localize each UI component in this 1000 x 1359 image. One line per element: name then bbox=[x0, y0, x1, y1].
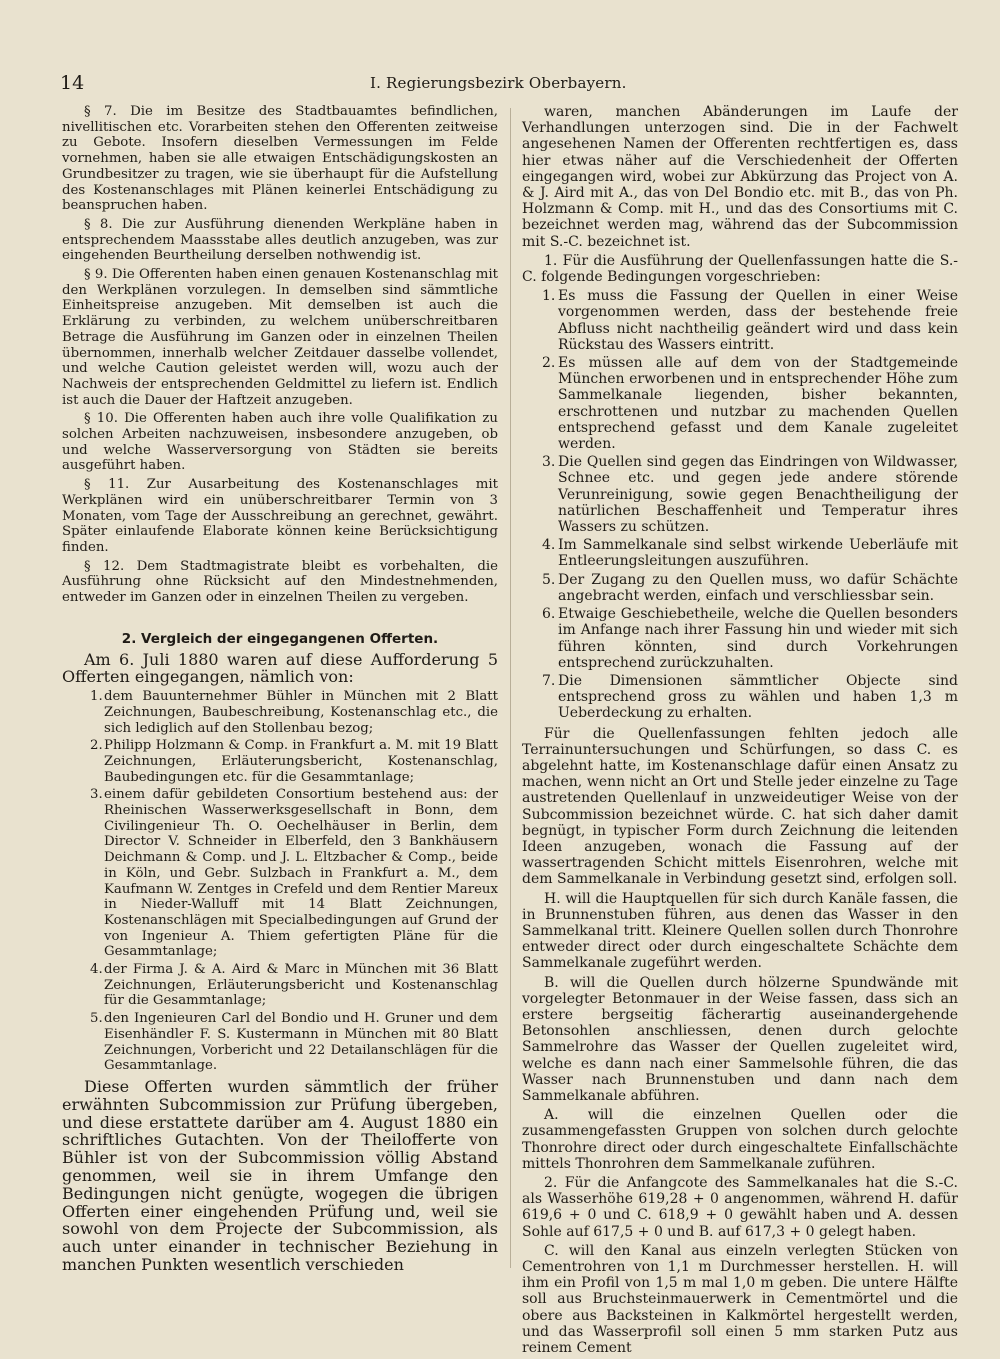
list-item-text: Es muss die Fassung der Quellen in einer Weise vorgenommen werden, dass der bestehende freie Abfluss nicht nachtheilig geändert wird und dass kein Rückstau des Wassers eintritt. bbox=[558, 288, 958, 353]
list-item bbox=[522, 454, 958, 535]
list-item-text: Der Zugang zu den Quellen muss, wo dafür Schächte angebracht werden, einfach und verschliessbar sein. bbox=[558, 571, 958, 604]
list-number: 4. bbox=[90, 962, 103, 978]
list-item-text: dem Bauunternehmer Bühler in München mit 2 Blatt Zeichnungen, Baubeschreibung, Kostenanschlag etc., die sich lediglich auf den Stollenbau bezog; bbox=[104, 689, 498, 736]
list-item bbox=[62, 1011, 498, 1074]
list-number: 6. bbox=[542, 606, 556, 623]
conditions-intro: 1. Für die Ausführung der Quellenfassungen hatte die S.-C. folgende Bedingungen vorgeschrieben: bbox=[522, 252, 958, 286]
list-item bbox=[522, 355, 958, 452]
list-number: 3. bbox=[90, 787, 103, 803]
closing-paragraph: Diese Offerten wurden sämmtlich der früher erwähnten Subcommission zur Prüfung übergeben, und diese erstattete darüber am 4. August 1880 ein schriftliches Gutachten. Von der Theilofferte von Bühler ist von der Subcommission völlig Abstand genommen, weil sie in ihrem Umfange den Bedingungen nicht genügte, wogegen die übrigen Offerten einer eingehenden Prüfung und, weil sie sowohl von dem Projecte der Subcommission, als auch unter einander in technischer Beziehung in manchen Punkten wesentlich verschieden bbox=[62, 1076, 498, 1274]
list-item bbox=[522, 572, 958, 604]
section-heading: 2. Vergleich der eingegangenen Offerten. bbox=[121, 630, 439, 647]
list-item-text: den Ingenieuren Carl del Bondio und H. Gruner und dem Eisenhändler F. S. Kustermann in München mit 80 Blatt Zeichnungen, Vorbericht und 22 Detailanschlägen für die Gesammtanlage. bbox=[104, 1011, 498, 1074]
paragraph-section-12: § 12. Dem Stadtmagistrate bleibt es vorbehalten, die Ausführung ohne Rücksicht auf den Mindestnehmenden, entweder im Ganzen oder in einzelnen Theilen zu vergeben. bbox=[62, 558, 498, 606]
list-item bbox=[522, 673, 958, 722]
paragraph-anfangcote: 2. Für die Anfangcote des Sammelkanales hat die S.-C. als Wasserhöhe 619,28 + 0 angenommen, während H. dafür 619,6 + 0 und C. 618,9 + 0 gewählt haben und A. dessen Sohle auf 617,5 + 0 und B. auf 617,3 + 0 gelegt haben. bbox=[522, 1175, 958, 1240]
right-intro-paragraph: waren, manchen Abänderungen im Laufe der Verhandlungen unterzogen sind. Die in der Fachwelt angesehenen Namen der Offerenten rechtfertigen es, dass hier etwas näher auf die Verschiedenheit der Offerten eingegangen wird, wobei zur Abkürzung das Project von A. & J. Aird mit A., das von Del Bondio etc. mit B., das von Ph. Holzmann & Comp. mit H., und das des Consortiums mit C. bezeichnet werden mag, während das der Subcommission mit S.-C. bezeichnet ist. bbox=[522, 104, 958, 250]
running-title: I. Regierungsbezirk Oberbayern. bbox=[370, 74, 627, 92]
list-item-text: Im Sammelkanale sind selbst wirkende Ueberläufe mit Entleerungsleitungen auszuführen. bbox=[558, 537, 958, 570]
list-number: 3. bbox=[542, 454, 556, 471]
list-item bbox=[522, 606, 958, 671]
paragraph-a: A. will die einzelnen Quellen oder die zusammengefassten Gruppen von solchen durch gelochte Thonrohre direct oder durch eingeschaltete Einfallschächte mittels Thonrohren dem Sammelkanale zuführen. bbox=[522, 1107, 958, 1172]
paragraph-quellenfassungen: Für die Quellenfassungen fehlten jedoch alle Terrainuntersuchungen und Schürfungen, so dass C. es abgelehnt hatte, im Kostenanschlage dafür einen Ansatz zu machen, wenn nicht an Ort und Stelle jeder einzelne zu Tage austretenden Quellenlauf in unzweideutiger Weise von der Subcommission bezeichnet würde. C. hat sich daher damit begnügt, in typischer Form durch Zeichnung die leitenden Ideen anzugeben, wonach die Fassung auf der wassertragenden Schicht mittels Eisenrohren, welche mit dem Sammelkanale in Verbindung gesetzt sind, erfolgen soll. bbox=[522, 725, 958, 888]
offers-list bbox=[62, 689, 498, 1074]
conditions-list bbox=[522, 288, 958, 721]
list-item bbox=[62, 962, 498, 1009]
paragraph-section-9: § 9. Die Offerenten haben einen genauen Kostenanschlag mit den Werkplänen vorzulegen. In demselben sind sämmtliche Einheitspreise anzugeben. Mit demselben ist auch die Erklärung zu verbinden, zu welchem unüberschreitbaren Betrage die Ausführung im Ganzen oder in einzelnen Theilen übernommen, innerhalb welcher Zeitdauer dasselbe vollendet, und welche Caution geleistet werden will, wozu auch der Nachweis der entsprechenden Geldmittel zu liefern ist. Endlich ist auch die Dauer der Haftzeit anzugeben. bbox=[62, 267, 498, 408]
list-item bbox=[62, 689, 498, 736]
list-number: 5. bbox=[90, 1011, 103, 1027]
paragraph-section-10: § 10. Die Offerenten haben auch ihre volle Qualifikation zu solchen Arbeiten nachzuweisen, insbesondere anzugeben, ob und welche Wasserversorgung von Städten sie bereits ausgeführt haben. bbox=[62, 411, 498, 474]
list-item-text: Es müssen alle auf dem von der Stadtgemeinde München erworbenen und in entsprechender Höhe zum Sammelkanale liegenden, bisher bekannten, erschrottenen und nutzbar zu machenden Quellen entsprechend gefasst und dem Kanale zugeleitet werden. bbox=[558, 355, 958, 453]
left-column bbox=[62, 104, 498, 1277]
list-number: 4. bbox=[542, 537, 556, 554]
page-number: 14 bbox=[60, 72, 85, 94]
list-item bbox=[62, 787, 498, 960]
list-item-text: Die Dimensionen sämmtlicher Objecte sind entsprechend gross zu wählen und haben 1,3 m Ueberdeckung zu erhalten. bbox=[558, 672, 958, 722]
list-item-text: Die Quellen sind gegen das Eindringen von Wildwasser, Schnee etc. und gegen jede andere störende Verunreinigung, sowie gegen Benachtheiligung der natürlichen Beschaffenheit und Temperatur ihres Wassers zu schützen. bbox=[558, 454, 958, 536]
list-item bbox=[62, 738, 498, 785]
list-number: 1. bbox=[90, 689, 103, 705]
paragraph-h: H. will die Hauptquellen für sich durch Kanäle fassen, die in Brunnenstuben führen, aus denen das Wasser in den Sammelkanal tritt. Kleinere Quellen sollen durch Thonrohre entweder direct oder durch eingeschaltete Schächte dem Sammelkanale zugeführt werden. bbox=[522, 890, 958, 972]
paragraph-section-11: § 11. Zur Ausarbeitung des Kostenanschlages mit Werkplänen wird ein unüberschreitbarer Termin von 3 Monaten, vom Tage der Ausschreibung an gerechnet, gewährt. Später einlaufende Elaborate können keine Berücksichtigung finden. bbox=[62, 477, 498, 555]
list-number: 2. bbox=[542, 355, 556, 372]
list-item-text: der Firma J. & A. Aird & Marc in München mit 36 Blatt Zeichnungen, Erläuterungsbericht und Kostenanschlag für die Gesammtanlage; bbox=[104, 962, 498, 1009]
list-number: 2. bbox=[90, 738, 103, 754]
list-number: 5. bbox=[542, 571, 556, 588]
page-header bbox=[60, 72, 960, 96]
list-number: 7. bbox=[542, 672, 556, 689]
list-item-text: Etwaige Geschiebetheile, welche die Quellen besonders im Anfange nach ihrer Fassung hin und wieder mit sich führen könnten, sind durch Vorkehrungen entsprechend zurückzuhalten. bbox=[558, 606, 958, 671]
column-divider bbox=[510, 108, 511, 1268]
list-number: 1. bbox=[542, 288, 556, 305]
paragraph-section-8: § 8. Die zur Ausführung dienenden Werkpläne haben in entsprechendem Maassstabe alles deutlich anzugeben, was zur eingehenden Beurtheilung derselben nothwendig ist. bbox=[62, 216, 498, 264]
list-item-text: Philipp Holzmann & Comp. in Frankfurt a. M. mit 19 Blatt Zeichnungen, Erläuterungsbericht, Kostenanschlag, Baubedingungen etc. für die Gesammtanlage; bbox=[104, 738, 498, 785]
list-item bbox=[522, 537, 958, 569]
paragraph-kanal: C. will den Kanal aus einzeln verlegten Stücken von Cementrohren von 1,1 m Durchmesser herstellen. H. will ihm ein Profil von 1,5 m mal 1,0 m geben. Die untere Hälfte soll aus Bruchsteinmauerwerk in Cementmörtel und die obere aus Backsteinen in Kalkmörtel hergestellt werden, und das Wasserprofil soll einen 5 mm starken Putz aus reinem Cement bbox=[522, 1242, 958, 1357]
paragraph-section-7: § 7. Die im Besitze des Stadtbauamtes befindlichen, nivellitischen etc. Vorarbeiten stehen den Offerenten zeitweise zu Gebote. Insofern dieselben Vermessungen im Felde vornehmen, haben sie alle etwaigen Entschädigungskosten an Grundbesitzer zu tragen, wie sie überhaupt für die Aufstellung des Kostenanschlages mit Plänen keinerlei Entschädigung zu beanspruchen haben. bbox=[62, 104, 498, 214]
list-item bbox=[522, 288, 958, 353]
paragraph-b: B. will die Quellen durch hölzerne Spundwände mit vorgelegter Betonmauer in der Weise fassen, dass sich an erstere bergseitig fächerartig auseinandergehende Betonsohlen anschliessen, denen durch gelochte Sammelrohre das Wasser der Quellen zugeleitet wird, welche es dann nach einer Sammelsohle führen, die das Wasser nach Brunnenstuben und dann nach dem Sammelkanale abführen. bbox=[522, 974, 958, 1104]
offers-intro: Am 6. Juli 1880 waren auf diese Aufforderung 5 Offerten eingegangen, nämlich von: bbox=[62, 649, 498, 687]
list-item-text: einem dafür gebildeten Consortium bestehend aus: der Rheinischen Wasserwerksgesellschaft in Bonn, dem Civilingenieur Th. O. Oechelhäuser in Berlin, dem Director V. Schneider in Elberfeld, den 3 Bankhäusern Deichmann & Comp. und J. L. Eltzbacher & Comp., beide in Köln, und Gebr. Sulzbach in Frankfurt a. M., dem Kaufmann W. Zentges in Crefeld und dem Rentier Mareux in Nieder-Walluff mit 14 Blatt Zeichnungen, Kostenanschlägen mit Specialbedingungen auf Grund der von Ingenieur A. Thiem gefertigten Pläne für die Gesammtanlage; bbox=[104, 787, 498, 960]
right-column bbox=[522, 104, 958, 1359]
